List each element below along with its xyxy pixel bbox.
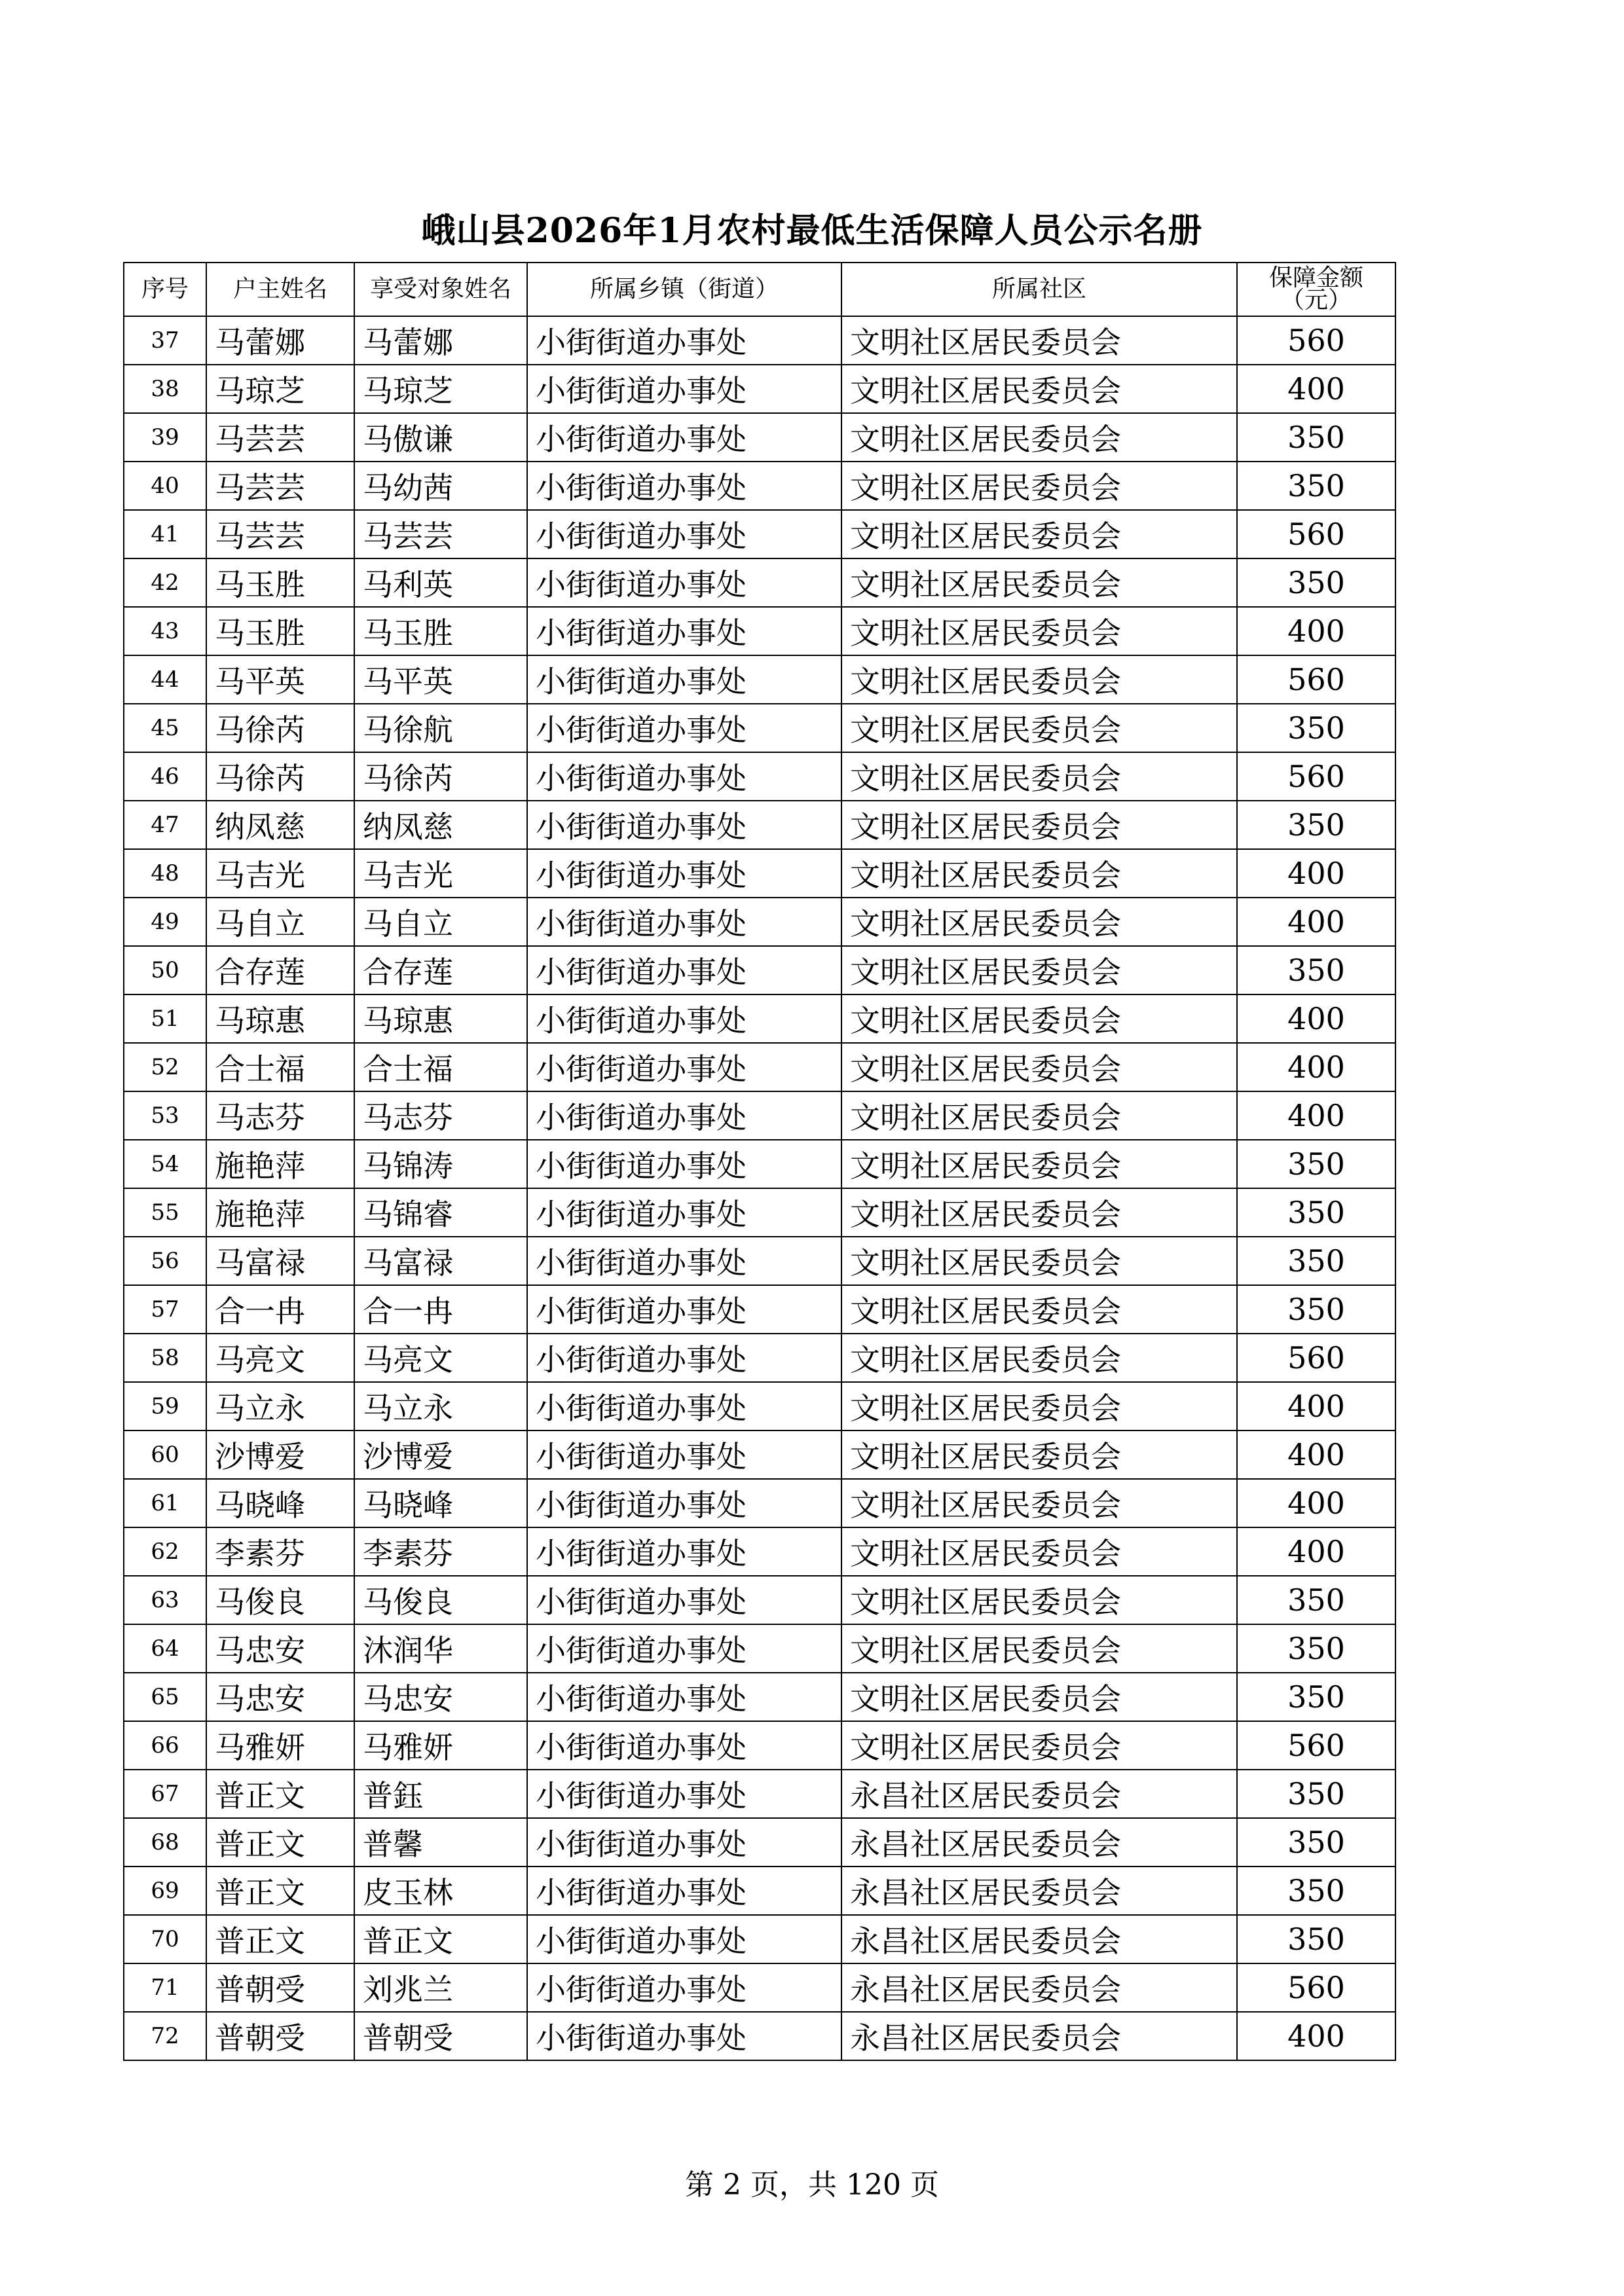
cell-community: 文明社区居民委员会 bbox=[841, 462, 1237, 510]
cell-amount: 400 bbox=[1237, 1043, 1395, 1091]
cell-householder: 合存莲 bbox=[206, 946, 354, 994]
table-row bbox=[124, 1770, 1395, 1818]
cell-householder: 马吉光 bbox=[206, 849, 354, 898]
cell-township: 小街街道办事处 bbox=[527, 462, 841, 510]
cell-township: 小街街道办事处 bbox=[527, 1721, 841, 1770]
cell-householder: 马徐芮 bbox=[206, 752, 354, 801]
cell-community: 文明社区居民委员会 bbox=[841, 801, 1237, 849]
cell-beneficiary: 马俊良 bbox=[354, 1576, 527, 1624]
cell-community: 文明社区居民委员会 bbox=[841, 898, 1237, 946]
cell-householder: 普朝受 bbox=[206, 2012, 354, 2060]
table-row bbox=[124, 1527, 1395, 1576]
cell-beneficiary: 刘兆兰 bbox=[354, 1963, 527, 2012]
cell-beneficiary: 李素芬 bbox=[354, 1527, 527, 1576]
cell-householder: 马平英 bbox=[206, 655, 354, 704]
table-row bbox=[124, 655, 1395, 704]
cell-township: 小街街道办事处 bbox=[527, 1624, 841, 1673]
table-row bbox=[124, 1673, 1395, 1721]
cell-householder: 施艳萍 bbox=[206, 1140, 354, 1188]
cell-township: 小街街道办事处 bbox=[527, 1867, 841, 1915]
cell-township: 小街街道办事处 bbox=[527, 1818, 841, 1867]
header-seq: 序号 bbox=[124, 263, 206, 316]
cell-householder: 沙博爱 bbox=[206, 1430, 354, 1479]
table-row bbox=[124, 1091, 1395, 1140]
cell-seq: 45 bbox=[124, 704, 206, 752]
table-row bbox=[124, 558, 1395, 607]
cell-beneficiary: 马吉光 bbox=[354, 849, 527, 898]
cell-seq: 49 bbox=[124, 898, 206, 946]
cell-seq: 61 bbox=[124, 1479, 206, 1527]
cell-township: 小街街道办事处 bbox=[527, 655, 841, 704]
cell-amount: 400 bbox=[1237, 849, 1395, 898]
cell-beneficiary: 马雅妍 bbox=[354, 1721, 527, 1770]
cell-township: 小街街道办事处 bbox=[527, 1527, 841, 1576]
cell-beneficiary: 马锦涛 bbox=[354, 1140, 527, 1188]
cell-householder: 纳凤慈 bbox=[206, 801, 354, 849]
header-beneficiary: 享受对象姓名 bbox=[354, 263, 527, 316]
cell-seq: 59 bbox=[124, 1382, 206, 1430]
cell-community: 文明社区居民委员会 bbox=[841, 849, 1237, 898]
cell-community: 文明社区居民委员会 bbox=[841, 1188, 1237, 1237]
cell-seq: 65 bbox=[124, 1673, 206, 1721]
cell-beneficiary: 合存莲 bbox=[354, 946, 527, 994]
cell-seq: 69 bbox=[124, 1867, 206, 1915]
cell-community: 永昌社区居民委员会 bbox=[841, 1867, 1237, 1915]
cell-seq: 53 bbox=[124, 1091, 206, 1140]
cell-seq: 57 bbox=[124, 1285, 206, 1334]
cell-community: 文明社区居民委员会 bbox=[841, 1576, 1237, 1624]
cell-seq: 51 bbox=[124, 994, 206, 1043]
cell-seq: 38 bbox=[124, 365, 206, 413]
table-row bbox=[124, 413, 1395, 462]
table-row bbox=[124, 898, 1395, 946]
cell-beneficiary: 马幼茜 bbox=[354, 462, 527, 510]
cell-amount: 400 bbox=[1237, 1430, 1395, 1479]
cell-beneficiary: 沐润华 bbox=[354, 1624, 527, 1673]
cell-township: 小街街道办事处 bbox=[527, 1285, 841, 1334]
table-row bbox=[124, 510, 1395, 558]
cell-householder: 马富禄 bbox=[206, 1237, 354, 1285]
cell-township: 小街街道办事处 bbox=[527, 1043, 841, 1091]
cell-amount: 400 bbox=[1237, 607, 1395, 655]
cell-amount: 350 bbox=[1237, 558, 1395, 607]
cell-beneficiary: 合士福 bbox=[354, 1043, 527, 1091]
cell-beneficiary: 马徐航 bbox=[354, 704, 527, 752]
cell-community: 文明社区居民委员会 bbox=[841, 1721, 1237, 1770]
cell-seq: 43 bbox=[124, 607, 206, 655]
cell-amount: 350 bbox=[1237, 801, 1395, 849]
cell-community: 文明社区居民委员会 bbox=[841, 1527, 1237, 1576]
cell-householder: 马蕾娜 bbox=[206, 316, 354, 365]
table-row bbox=[124, 2012, 1395, 2060]
table-row bbox=[124, 994, 1395, 1043]
cell-amount: 350 bbox=[1237, 946, 1395, 994]
cell-householder: 马亮文 bbox=[206, 1334, 354, 1382]
cell-amount: 350 bbox=[1237, 1818, 1395, 1867]
cell-township: 小街街道办事处 bbox=[527, 1091, 841, 1140]
cell-householder: 马俊良 bbox=[206, 1576, 354, 1624]
table-row bbox=[124, 1430, 1395, 1479]
cell-householder: 李素芬 bbox=[206, 1527, 354, 1576]
table-row bbox=[124, 1285, 1395, 1334]
cell-beneficiary: 马志芬 bbox=[354, 1091, 527, 1140]
cell-community: 文明社区居民委员会 bbox=[841, 413, 1237, 462]
cell-householder: 马立永 bbox=[206, 1382, 354, 1430]
cell-beneficiary: 普鈺 bbox=[354, 1770, 527, 1818]
cell-community: 文明社区居民委员会 bbox=[841, 752, 1237, 801]
table-row bbox=[124, 1915, 1395, 1963]
cell-beneficiary: 马忠安 bbox=[354, 1673, 527, 1721]
table-row bbox=[124, 704, 1395, 752]
cell-community: 文明社区居民委员会 bbox=[841, 1285, 1237, 1334]
cell-amount: 400 bbox=[1237, 1091, 1395, 1140]
table-row bbox=[124, 849, 1395, 898]
cell-township: 小街街道办事处 bbox=[527, 1237, 841, 1285]
table-row bbox=[124, 1140, 1395, 1188]
cell-seq: 44 bbox=[124, 655, 206, 704]
cell-amount: 350 bbox=[1237, 462, 1395, 510]
cell-beneficiary: 马芸芸 bbox=[354, 510, 527, 558]
cell-seq: 37 bbox=[124, 316, 206, 365]
cell-beneficiary: 皮玉林 bbox=[354, 1867, 527, 1915]
cell-community: 文明社区居民委员会 bbox=[841, 1043, 1237, 1091]
cell-seq: 42 bbox=[124, 558, 206, 607]
table-row bbox=[124, 607, 1395, 655]
cell-township: 小街街道办事处 bbox=[527, 413, 841, 462]
cell-township: 小街街道办事处 bbox=[527, 510, 841, 558]
table-row bbox=[124, 1237, 1395, 1285]
cell-amount: 400 bbox=[1237, 365, 1395, 413]
cell-community: 永昌社区居民委员会 bbox=[841, 1770, 1237, 1818]
cell-householder: 马芸芸 bbox=[206, 413, 354, 462]
cell-householder: 合一冉 bbox=[206, 1285, 354, 1334]
cell-seq: 47 bbox=[124, 801, 206, 849]
table-row bbox=[124, 1963, 1395, 2012]
cell-amount: 350 bbox=[1237, 1576, 1395, 1624]
cell-seq: 58 bbox=[124, 1334, 206, 1382]
cell-beneficiary: 普馨 bbox=[354, 1818, 527, 1867]
document-title: 峨山县2026年1月农村最低生活保障人员公示名册 bbox=[421, 211, 1203, 251]
table-row bbox=[124, 316, 1395, 365]
cell-householder: 马忠安 bbox=[206, 1624, 354, 1673]
cell-householder: 马玉胜 bbox=[206, 607, 354, 655]
cell-beneficiary: 马利英 bbox=[354, 558, 527, 607]
cell-beneficiary: 马立永 bbox=[354, 1382, 527, 1430]
cell-township: 小街街道办事处 bbox=[527, 365, 841, 413]
cell-township: 小街街道办事处 bbox=[527, 316, 841, 365]
cell-township: 小街街道办事处 bbox=[527, 2012, 841, 2060]
table-row bbox=[124, 801, 1395, 849]
cell-community: 文明社区居民委员会 bbox=[841, 1140, 1237, 1188]
cell-seq: 60 bbox=[124, 1430, 206, 1479]
cell-seq: 56 bbox=[124, 1237, 206, 1285]
header-township: 所属乡镇（街道） bbox=[527, 263, 841, 316]
cell-seq: 70 bbox=[124, 1915, 206, 1963]
cell-seq: 46 bbox=[124, 752, 206, 801]
cell-seq: 68 bbox=[124, 1818, 206, 1867]
cell-beneficiary: 马琼芝 bbox=[354, 365, 527, 413]
cell-householder: 普正文 bbox=[206, 1915, 354, 1963]
cell-community: 文明社区居民委员会 bbox=[841, 655, 1237, 704]
cell-township: 小街街道办事处 bbox=[527, 946, 841, 994]
cell-amount: 560 bbox=[1237, 752, 1395, 801]
cell-seq: 48 bbox=[124, 849, 206, 898]
cell-seq: 39 bbox=[124, 413, 206, 462]
table-row bbox=[124, 1382, 1395, 1430]
cell-beneficiary: 马傲谦 bbox=[354, 413, 527, 462]
cell-beneficiary: 马玉胜 bbox=[354, 607, 527, 655]
cell-community: 文明社区居民委员会 bbox=[841, 704, 1237, 752]
header-amount-label: 保障金额（元） bbox=[1268, 264, 1363, 314]
cell-seq: 66 bbox=[124, 1721, 206, 1770]
cell-householder: 普朝受 bbox=[206, 1963, 354, 2012]
cell-seq: 54 bbox=[124, 1140, 206, 1188]
cell-householder: 马晓峰 bbox=[206, 1479, 354, 1527]
cell-township: 小街街道办事处 bbox=[527, 752, 841, 801]
cell-amount: 350 bbox=[1237, 413, 1395, 462]
roster-table bbox=[123, 262, 1396, 2061]
cell-community: 文明社区居民委员会 bbox=[841, 510, 1237, 558]
cell-community: 文明社区居民委员会 bbox=[841, 1624, 1237, 1673]
cell-beneficiary: 普正文 bbox=[354, 1915, 527, 1963]
cell-seq: 72 bbox=[124, 2012, 206, 2060]
cell-beneficiary: 马锦睿 bbox=[354, 1188, 527, 1237]
cell-householder: 马自立 bbox=[206, 898, 354, 946]
cell-beneficiary: 马平英 bbox=[354, 655, 527, 704]
cell-amount: 560 bbox=[1237, 316, 1395, 365]
cell-householder: 马琼芝 bbox=[206, 365, 354, 413]
cell-amount: 350 bbox=[1237, 1770, 1395, 1818]
cell-householder: 马琼惠 bbox=[206, 994, 354, 1043]
cell-community: 文明社区居民委员会 bbox=[841, 946, 1237, 994]
cell-amount: 350 bbox=[1237, 1140, 1395, 1188]
table-row bbox=[124, 1818, 1395, 1867]
cell-community: 文明社区居民委员会 bbox=[841, 607, 1237, 655]
cell-amount: 350 bbox=[1237, 1237, 1395, 1285]
cell-householder: 马芸芸 bbox=[206, 510, 354, 558]
cell-community: 文明社区居民委员会 bbox=[841, 1091, 1237, 1140]
cell-beneficiary: 普朝受 bbox=[354, 2012, 527, 2060]
cell-township: 小街街道办事处 bbox=[527, 1479, 841, 1527]
cell-beneficiary: 马自立 bbox=[354, 898, 527, 946]
cell-amount: 560 bbox=[1237, 1721, 1395, 1770]
cell-amount: 560 bbox=[1237, 1963, 1395, 2012]
cell-householder: 马玉胜 bbox=[206, 558, 354, 607]
table-row bbox=[124, 365, 1395, 413]
table-row bbox=[124, 1867, 1395, 1915]
cell-householder: 普正文 bbox=[206, 1818, 354, 1867]
cell-beneficiary: 合一冉 bbox=[354, 1285, 527, 1334]
cell-seq: 62 bbox=[124, 1527, 206, 1576]
cell-township: 小街街道办事处 bbox=[527, 1140, 841, 1188]
cell-seq: 41 bbox=[124, 510, 206, 558]
cell-community: 文明社区居民委员会 bbox=[841, 1237, 1237, 1285]
cell-seq: 71 bbox=[124, 1963, 206, 2012]
cell-seq: 40 bbox=[124, 462, 206, 510]
cell-seq: 64 bbox=[124, 1624, 206, 1673]
cell-amount: 350 bbox=[1237, 1915, 1395, 1963]
cell-township: 小街街道办事处 bbox=[527, 898, 841, 946]
cell-community: 永昌社区居民委员会 bbox=[841, 1915, 1237, 1963]
cell-householder: 马雅妍 bbox=[206, 1721, 354, 1770]
cell-amount: 350 bbox=[1237, 1624, 1395, 1673]
cell-seq: 67 bbox=[124, 1770, 206, 1818]
cell-amount: 400 bbox=[1237, 1479, 1395, 1527]
cell-amount: 350 bbox=[1237, 1285, 1395, 1334]
cell-householder: 施艳萍 bbox=[206, 1188, 354, 1237]
cell-amount: 350 bbox=[1237, 704, 1395, 752]
cell-beneficiary: 马富禄 bbox=[354, 1237, 527, 1285]
table-row bbox=[124, 1721, 1395, 1770]
cell-community: 文明社区居民委员会 bbox=[841, 1334, 1237, 1382]
cell-township: 小街街道办事处 bbox=[527, 1673, 841, 1721]
cell-beneficiary: 纳凤慈 bbox=[354, 801, 527, 849]
cell-seq: 63 bbox=[124, 1576, 206, 1624]
cell-amount: 400 bbox=[1237, 994, 1395, 1043]
cell-beneficiary: 沙博爱 bbox=[354, 1430, 527, 1479]
cell-amount: 400 bbox=[1237, 2012, 1395, 2060]
cell-township: 小街街道办事处 bbox=[527, 1188, 841, 1237]
cell-community: 文明社区居民委员会 bbox=[841, 365, 1237, 413]
cell-township: 小街街道办事处 bbox=[527, 1430, 841, 1479]
cell-amount: 560 bbox=[1237, 510, 1395, 558]
cell-amount: 350 bbox=[1237, 1867, 1395, 1915]
cell-community: 文明社区居民委员会 bbox=[841, 316, 1237, 365]
cell-beneficiary: 马琼惠 bbox=[354, 994, 527, 1043]
cell-householder: 马徐芮 bbox=[206, 704, 354, 752]
cell-householder: 合士福 bbox=[206, 1043, 354, 1091]
cell-beneficiary: 马蕾娜 bbox=[354, 316, 527, 365]
cell-township: 小街街道办事处 bbox=[527, 1576, 841, 1624]
cell-township: 小街街道办事处 bbox=[527, 607, 841, 655]
cell-township: 小街街道办事处 bbox=[527, 1382, 841, 1430]
header-community: 所属社区 bbox=[841, 263, 1237, 316]
cell-township: 小街街道办事处 bbox=[527, 1963, 841, 2012]
cell-householder: 普正文 bbox=[206, 1867, 354, 1915]
cell-amount: 350 bbox=[1237, 1188, 1395, 1237]
table-row bbox=[124, 1188, 1395, 1237]
cell-beneficiary: 马亮文 bbox=[354, 1334, 527, 1382]
table-row bbox=[124, 1043, 1395, 1091]
cell-community: 文明社区居民委员会 bbox=[841, 994, 1237, 1043]
cell-amount: 350 bbox=[1237, 1673, 1395, 1721]
table-row bbox=[124, 1576, 1395, 1624]
cell-amount: 560 bbox=[1237, 655, 1395, 704]
cell-householder: 马芸芸 bbox=[206, 462, 354, 510]
table-row bbox=[124, 1479, 1395, 1527]
cell-township: 小街街道办事处 bbox=[527, 1915, 841, 1963]
cell-township: 小街街道办事处 bbox=[527, 704, 841, 752]
cell-township: 小街街道办事处 bbox=[527, 558, 841, 607]
cell-township: 小街街道办事处 bbox=[527, 801, 841, 849]
cell-township: 小街街道办事处 bbox=[527, 994, 841, 1043]
cell-householder: 普正文 bbox=[206, 1770, 354, 1818]
table-row bbox=[124, 1334, 1395, 1382]
table-row bbox=[124, 946, 1395, 994]
cell-township: 小街街道办事处 bbox=[527, 849, 841, 898]
cell-community: 文明社区居民委员会 bbox=[841, 1382, 1237, 1430]
cell-beneficiary: 马徐芮 bbox=[354, 752, 527, 801]
cell-amount: 560 bbox=[1237, 1334, 1395, 1382]
cell-seq: 52 bbox=[124, 1043, 206, 1091]
cell-township: 小街街道办事处 bbox=[527, 1334, 841, 1382]
cell-community: 文明社区居民委员会 bbox=[841, 1673, 1237, 1721]
cell-amount: 400 bbox=[1237, 898, 1395, 946]
cell-community: 文明社区居民委员会 bbox=[841, 1430, 1237, 1479]
cell-beneficiary: 马晓峰 bbox=[354, 1479, 527, 1527]
cell-householder: 马忠安 bbox=[206, 1673, 354, 1721]
cell-community: 永昌社区居民委员会 bbox=[841, 2012, 1237, 2060]
page-footer: 第 2 页，共 120 页 bbox=[685, 2168, 939, 2202]
header-amount bbox=[1237, 263, 1395, 316]
table-header-row bbox=[124, 263, 1395, 316]
header-householder: 户主姓名 bbox=[206, 263, 354, 316]
table-row bbox=[124, 462, 1395, 510]
cell-township: 小街街道办事处 bbox=[527, 1770, 841, 1818]
cell-seq: 55 bbox=[124, 1188, 206, 1237]
cell-amount: 400 bbox=[1237, 1527, 1395, 1576]
table-row bbox=[124, 1624, 1395, 1673]
cell-amount: 400 bbox=[1237, 1382, 1395, 1430]
cell-community: 文明社区居民委员会 bbox=[841, 558, 1237, 607]
cell-seq: 50 bbox=[124, 946, 206, 994]
cell-community: 永昌社区居民委员会 bbox=[841, 1818, 1237, 1867]
cell-community: 文明社区居民委员会 bbox=[841, 1479, 1237, 1527]
cell-householder: 马志芬 bbox=[206, 1091, 354, 1140]
cell-community: 永昌社区居民委员会 bbox=[841, 1963, 1237, 2012]
table-row bbox=[124, 752, 1395, 801]
